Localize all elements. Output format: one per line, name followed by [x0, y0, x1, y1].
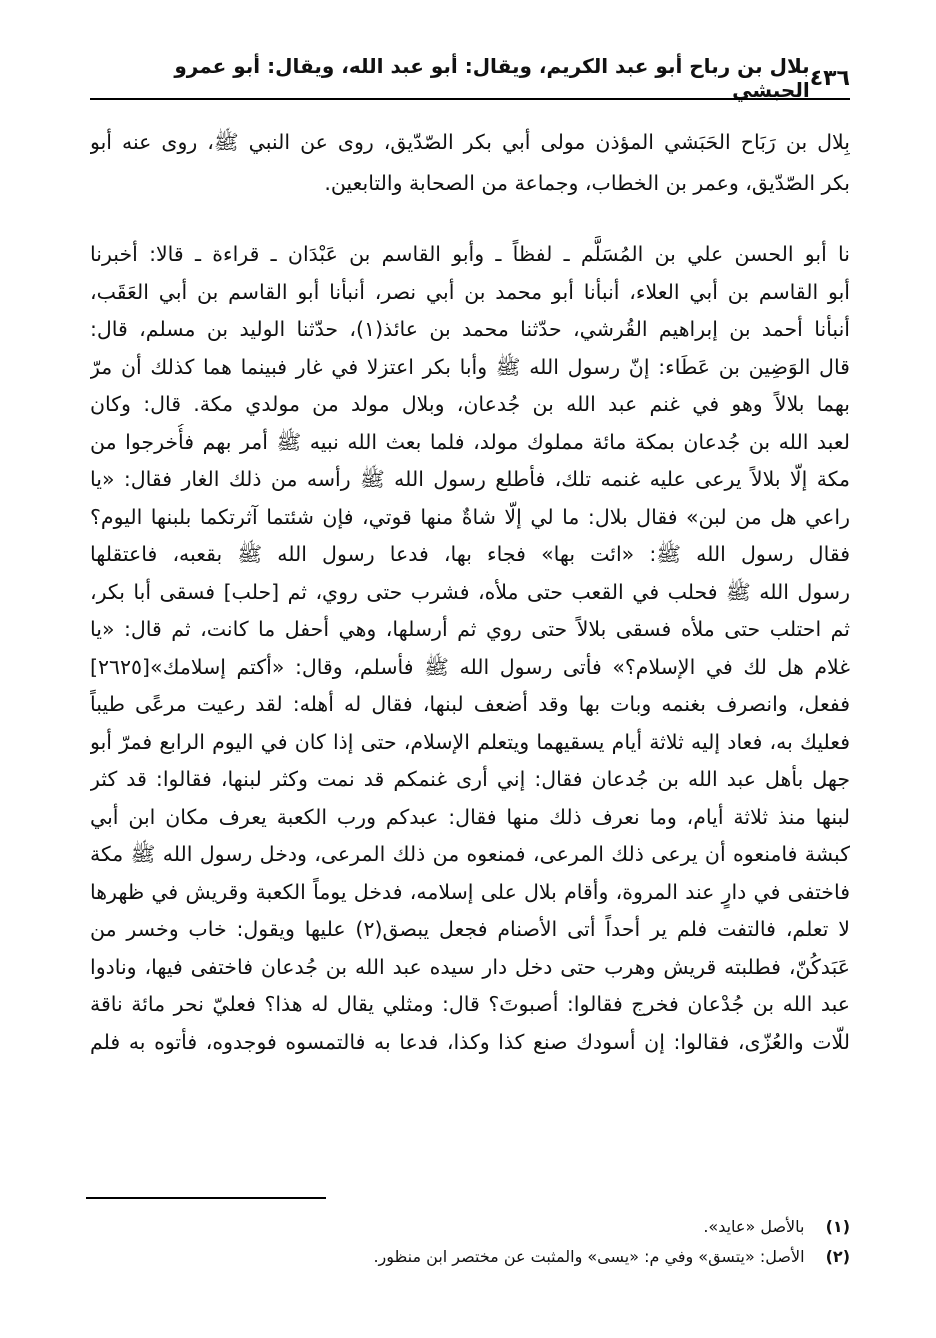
text-line: فقال رسول الله ﷺ: «ائت بها» فجاء بها، فدعا رسول الله ﷺ بقعبه، فاعتقلها: [90, 542, 850, 566]
text-line: أنبأنا أحمد بن إبراهيم القُرشي، حدّثنا محمد بن عائذ(١)، حدّثنا الوليد بن مسلم، قال:: [90, 317, 850, 341]
text-line: مكة إلّا بلالاً يرعى عليه غنمه تلك، فأطلع رسول الله ﷺ رأسه من ذلك الغار فقال: «يا: [90, 467, 850, 491]
page-number: ٤٣٦: [809, 65, 850, 91]
footnote-1: [90, 1212, 850, 1242]
footnote-text: بالأصل «عايد».: [703, 1217, 805, 1236]
footnote-text: الأصل: «يتسق» وفي م: «يسى» والمثبت عن مختصر ابن منظور.: [373, 1247, 805, 1266]
text-line: رسول الله ﷺ فحلب في القعب حتى ملأه، فشرب حتى روي، ثم [حلب] فسقى أبا بكر،: [90, 579, 850, 604]
text-line: لعبد الله بن جُدعان بمكة مائة مملوك مولد، فلما بعث الله نبيه ﷺ أمر بهم فأُخرجوا من: [90, 429, 850, 454]
text-line: عبد الله بن جُدْعان فخرج فقالوا: أصبوتَ؟ قال: ومثلي يقال له هذا؟ فعليّ نحر مائة ناقة: [90, 992, 850, 1016]
text-line: لبنها منذ ثلاثة أيام، وما نعرف ذلك منها فقال: عبدكم ورب الكعبة يعرف مكان ابن أبي: [90, 804, 850, 829]
text-line: كبشة فامنعوه أن يرعى ذلك المرعى، فمنعوه من ذلك المرعى، ودخل رسول الله ﷺ مكة: [90, 842, 850, 866]
text-line: بهما بلالاً وهو في غنم عبد الله بن جُدعان، وبلال مولد من مولدي مكة. قال: وكان: [90, 392, 850, 416]
footnote-number: (٢): [825, 1247, 850, 1266]
text-line: جهل بأهل عبد الله بن جُدعان فقال: إني أرى غنمكم قد نمت وكثر لبنها، فقالوا: قد كثر: [90, 767, 850, 791]
text-line: بكر الصّدّيق، وعمر بن الخطاب، وجماعة من الصحابة والتابعين.: [324, 171, 850, 195]
text-line: أبو القاسم بن أبي العلاء، أنبأنا أبو محمد بن أبي نصر، أنبأنا أبو القاسم بن أبي العَقَب،: [90, 279, 850, 304]
footnote-2: [90, 1242, 850, 1272]
header-divider: [90, 98, 850, 100]
text-line: لا تعلم، فالتفت فلم ير أحداً أتى الأصنام فجعل يبصق(٢) عليها ويقول: خاب وخسر من: [90, 917, 850, 941]
text-line: نا أبو الحسن علي بن المُسَلَّم ـ لفظاً ـ وأبو القاسم بن عَبْدَان ـ قراءة ـ قالا: أخبرنا: [90, 242, 850, 266]
text-line: فاختفى في دارٍ عند المروة، وأقام بلال على إسلامه، فدخل يوماً الكعبة وقريش في ظهرها: [90, 879, 850, 904]
text-line: بِلال بن رَبَاح الحَبَشي المؤذن مولى أبي بكر الصّدّيق، روى عن النبي ﷺ، روى عنه أبو: [90, 130, 850, 154]
footnote-number: (١): [825, 1217, 850, 1236]
text-line: فعليك به، فعاد إليه ثلاثة أيام يسقيهما ويتعلم الإسلام، حتى إذا كان في اليوم الرابع فمرّ أبو: [90, 729, 850, 754]
text-line: للّات والعُزّى، فقالوا: إن أسودك صنع كذا وكذا، فدعا به فالتمسوه فوجدوه، فأتوه به فلم: [90, 1029, 850, 1054]
text-line: قال الوَضِين بن عَطَاء: إنّ رسول الله ﷺ وأبا بكر اعتزلا في غار فبينما هما كذلك أن مرّ: [90, 354, 850, 379]
text-line: ففعل، وانصرف بغنمه وبات بها وقد أضعف لبنها، فقال له أهله: لقد رعيت مرعًى طيباً: [90, 692, 850, 716]
text-line: ثم احتلب حتى ملأه فسقى بلالاً حتى روي ثم أرسلها، وهي أحفل ما كانت، ثم قال: «يا: [90, 617, 850, 641]
narration-body: [90, 236, 850, 1061]
text-line: عَبَدكُنّ، فطلبته قريش وهرب حتى دخل دار سيده عبد الله بن جُدعان فاختفى فيها، ونادوا: [90, 954, 850, 979]
text-line: غلام هل لك في الإسلام؟» فأتى رسول الله ﷺ فأسلم، وقال: «أكتم إسلامك»[٢٦٢٥]: [90, 654, 850, 679]
text-line: راعي هل من لبن» فقال بلال: ما لي إلّا شاةٌ منها قوتي، فإن شئتما آثرتكما بلبنها اليوم؟: [90, 504, 850, 529]
footnotes: [90, 1212, 850, 1272]
running-header: [90, 54, 850, 102]
footnote-divider: [86, 1197, 326, 1199]
header-title: بلال بن رباح أبو عبد الكريم، ويقال: أبو عبد الله، ويقال: أبو عمرو الحبشي: [174, 54, 810, 102]
biography-intro: [90, 122, 850, 204]
